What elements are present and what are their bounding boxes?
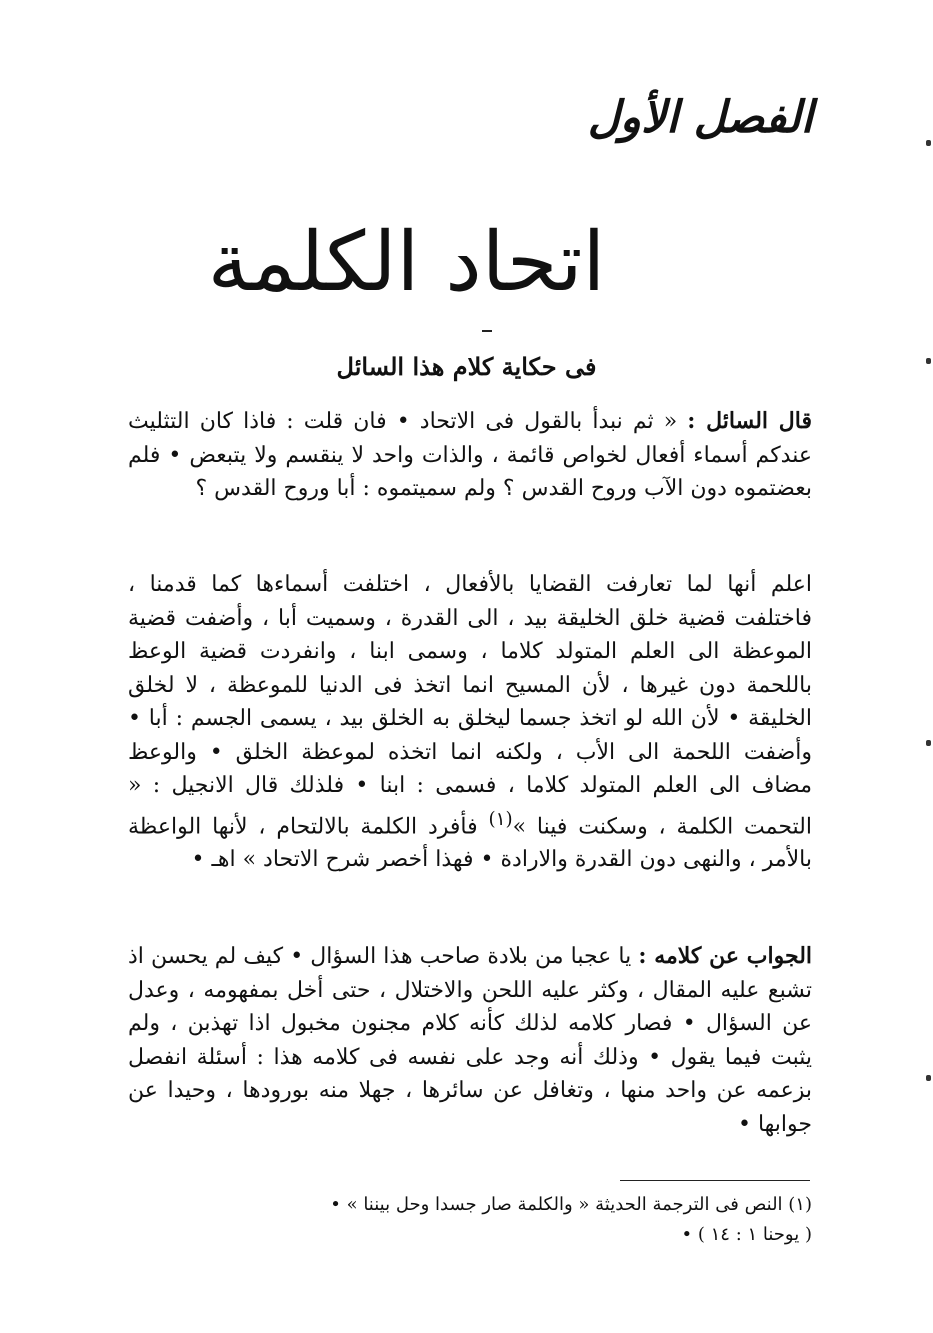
margin-mark xyxy=(926,740,931,746)
margin-mark xyxy=(926,1075,931,1081)
margin-mark xyxy=(926,358,931,364)
paragraph-text-continued: فأفرد الكلمة بالالتحام ، لأنها الواعظة بالأمر ، والنهى دون القدرة والارادة • فهذا أخصر شرح الاتحاد » اهـ • xyxy=(128,813,812,873)
chapter-label: الفصل الأول xyxy=(587,92,813,143)
footnote-line: ( يوحنا ١ : ١٤ ) • xyxy=(681,1224,812,1245)
paragraph-text: « ثم نبدأ بالقول فى الاتحاد • فان قلت : فاذا كان التثليث عندكم أسماء أفعال لخواص قائمة ، والذات واحد لا ينقسم ولا يتبعض • فلم بعضتموه دون الآب وروح القدس ؟ ولم سميتموه : أبا وروح القدس ؟ xyxy=(128,409,812,501)
footnote-divider xyxy=(620,1180,810,1181)
section-heading: فى حكاية كلام هذا السائل xyxy=(336,352,597,381)
footnote-line: (١) النص فى الترجمة الحديثة « والكلمة صار جسدا وحل بيننا » • xyxy=(330,1194,812,1215)
footnote xyxy=(128,1190,812,1250)
chapter-title: اتحاد الكلمة xyxy=(207,215,606,310)
speaker-label: الجواب عن كلامه : xyxy=(638,943,813,969)
paragraph-question xyxy=(128,405,812,506)
paragraph-text: اعلم أنها لما تعارفت القضايا بالأفعال ، اختلفت أسماءها كما قدمنا ، فاختلفت قضية خلق الخليقة بيد ، الى القدرة ، وسميت أبا ، وأضفت قضية الموعظة الى العلم المتولد كلاما ، وسمى ابنا ، وانفردت قضية الوعظ باللحمة دون غيرها ، لأن المسيح انما اتخذ فى الدنيا للموعظة ، لا لخلق الخليقة • لأن الله لو اتخذ جسما ليخلق به الخلق بيد ، يسمى الجسم : أبا • وأضفت اللحمة الى الأب ، ولكنه انما اتخذه لموعظة الخلق • والوعظ مضاف الى العلم المتولد كلاما ، فسمى : ابنا • فلذلك قال الانجيل : « التحمت الكلمة ، وسكنت فينا » xyxy=(128,572,812,839)
margin-mark xyxy=(926,140,931,146)
divider xyxy=(482,330,492,332)
paragraph-answer xyxy=(128,940,812,1141)
footnote-ref[interactable]: (١) xyxy=(488,808,513,830)
paragraph-text: يا عجبا من بلادة صاحب هذا السؤال • كيف لم يحسن اذ تشبع عليه المقال ، وكثر عليه اللحن والاختلال ، حتى أخل بمفهومه ، وعدل عن السؤال • فصار كلامه لذلك كأنه كلام مجنون مخبول اذا تهذبن ، ولم يثبت فيما يقول • وذلك أنه وجد على نفسه فى كلامه هذا : أسئلة انفصل بزعمه عن واحد منها ، وتغافل عن سائرها ، جهلا منه بورودها ، وحيدا عن جوابها • xyxy=(128,944,812,1137)
paragraph-explanation xyxy=(128,568,812,877)
speaker-label: قال السائل : xyxy=(687,408,812,434)
